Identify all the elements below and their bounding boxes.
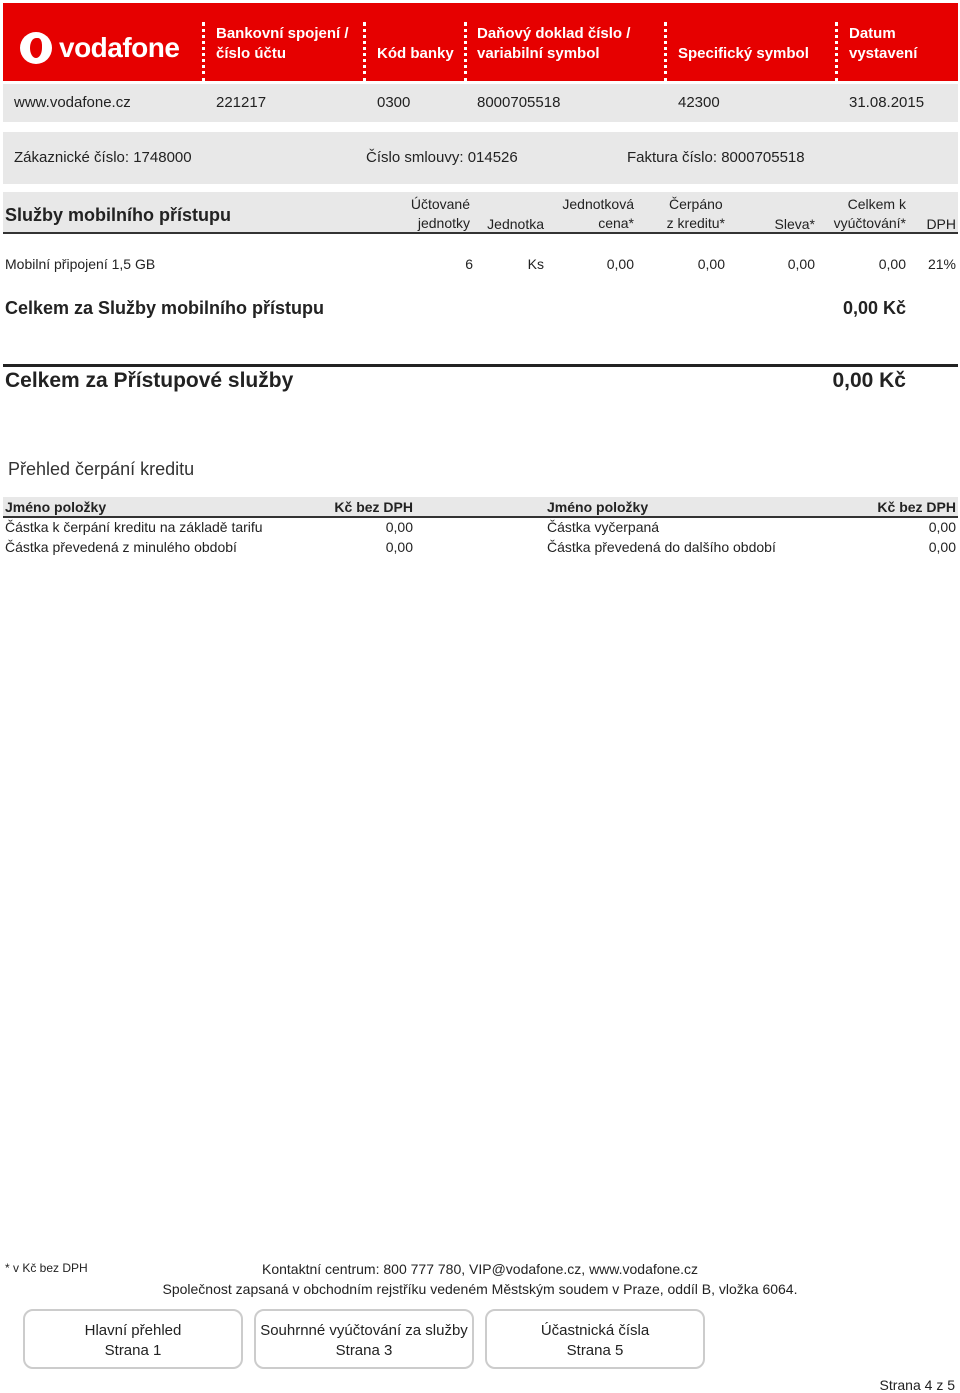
header-date-line1: Datum [849,25,896,42]
header-tax-line2: variabilní symbol [477,45,600,62]
invoice-number: Faktura číslo: 8000705518 [627,149,805,166]
col-unit-price-line2: cena* [598,215,634,231]
col-header-discount: Sleva* [774,216,815,232]
nav-button-page: Strana 5 [566,1342,624,1359]
credit-row-value: 0,00 [385,539,413,555]
page-number: Strana 4 z 5 [879,1377,955,1393]
col-total-line2: vyúčtování* [833,215,906,231]
service-row-unit: Ks [527,256,544,272]
credit-row-label: Částka převedená z minulého období [5,539,237,555]
service-row-total: 0,00 [878,256,906,272]
credit-col-name-right: Jméno položky [547,499,649,515]
header-bank-line2: číslo účtu [216,45,287,62]
nav-subscriber-numbers-button[interactable] [485,1309,705,1369]
header-divider [835,22,838,82]
website-link[interactable]: www.vodafone.cz [14,94,131,111]
header-specific-symbol: Specifický symbol [678,45,809,62]
credit-row-label: Částka vyčerpaná [547,519,660,535]
service-row-units: 6 [465,256,473,272]
header-divider [464,22,467,82]
credit-row-value: 0,00 [385,519,413,535]
header-divider [202,22,205,82]
vodafone-logo [20,30,179,66]
contract-number: Číslo smlouvy: 014526 [366,149,518,166]
service-row-drawn: 0,00 [697,256,725,272]
services-total-label: Celkem za Služby mobilního přístupu [5,298,325,318]
services-total-value: 0,00 Kč [842,298,906,318]
col-header-vat: DPH [926,216,956,232]
col-total-line1: Celkem k [847,196,906,212]
nav-summary-billing-button[interactable] [254,1309,474,1369]
services-section-title: Služby mobilního přístupu [5,205,231,225]
credit-row-label: Částka převedená do dalšího období [547,539,776,555]
nav-main-overview-button[interactable] [23,1309,243,1369]
header-bank-line1: Bankovní spojení / [216,25,349,42]
header-date-line2: vystavení [849,45,918,62]
service-row-name: Mobilní připojení 1,5 GB [5,256,156,272]
credit-section-title: Přehled čerpání kreditu [8,459,195,479]
col-unit-price-line1: Jednotková [562,196,634,212]
credit-table-header [3,497,958,518]
nav-button-page: Strana 3 [335,1342,393,1359]
nav-button-label: Účastnická čísla [540,1322,650,1339]
credit-col-amount-left: Kč bez DPH [334,499,413,515]
access-total-label: Celkem za Přístupové služby [5,369,294,392]
col-units-line2: jednotky [417,215,470,231]
speechmark-icon [20,32,52,64]
nav-button-label: Souhrnné vyúčtování za služby [260,1322,468,1339]
bank-code-value: 0300 [377,94,411,111]
section-divider [3,364,958,367]
col-units-line1: Účtované [410,196,470,212]
header-bank-account [216,24,349,64]
col-drawn-line1: Čerpáno [668,196,723,212]
access-total-value: 0,00 Kč [832,369,906,392]
header-issue-date [849,24,917,64]
credit-row-value: 0,00 [928,519,956,535]
service-row-vat: 21% [927,256,956,272]
nav-button-page: Strana 1 [104,1342,162,1359]
header-divider [664,22,667,82]
service-row-unit-price: 0,00 [606,256,634,272]
credit-row-value: 0,00 [928,539,956,555]
col-header-drawn [667,195,725,233]
col-drawn-line2: z kreditu* [666,215,725,231]
specific-symbol-value: 42300 [678,94,720,111]
service-row-discount: 0,00 [787,256,815,272]
header-bank-code: Kód banky [377,45,454,62]
header-tax-document [477,24,630,64]
col-header-unit: Jednotka [487,216,544,232]
header-tax-line1: Daňový doklad číslo / [477,25,631,42]
header-divider [363,22,366,82]
credit-col-name-left: Jméno položky [5,499,107,515]
credit-col-amount-right: Kč bez DPH [877,499,956,515]
issue-date-value: 31.08.2015 [849,94,925,111]
customer-number: Zákaznické číslo: 1748000 [14,149,192,166]
brand-name: vodafone [59,32,180,63]
col-header-total [834,195,906,233]
nav-button-label: Hlavní přehled [84,1322,182,1339]
credit-row-label: Částka k čerpání kreditu na základě tarifu [5,519,263,535]
footnote-vat: * v Kč bez DPH [5,1261,88,1275]
contact-line: Kontaktní centrum: 800 777 780, VIP@vodafone.cz, www.vodafone.cz [261,1261,699,1277]
account-number: 221217 [216,94,267,111]
variable-symbol-value: 8000705518 [477,94,561,111]
col-header-units [411,195,470,233]
registry-line: Společnost zapsaná v obchodním rejstříku vedeném Městským soudem v Praze, oddíl B, vložka 6064. [162,1281,798,1297]
col-header-unit-price [562,195,634,233]
